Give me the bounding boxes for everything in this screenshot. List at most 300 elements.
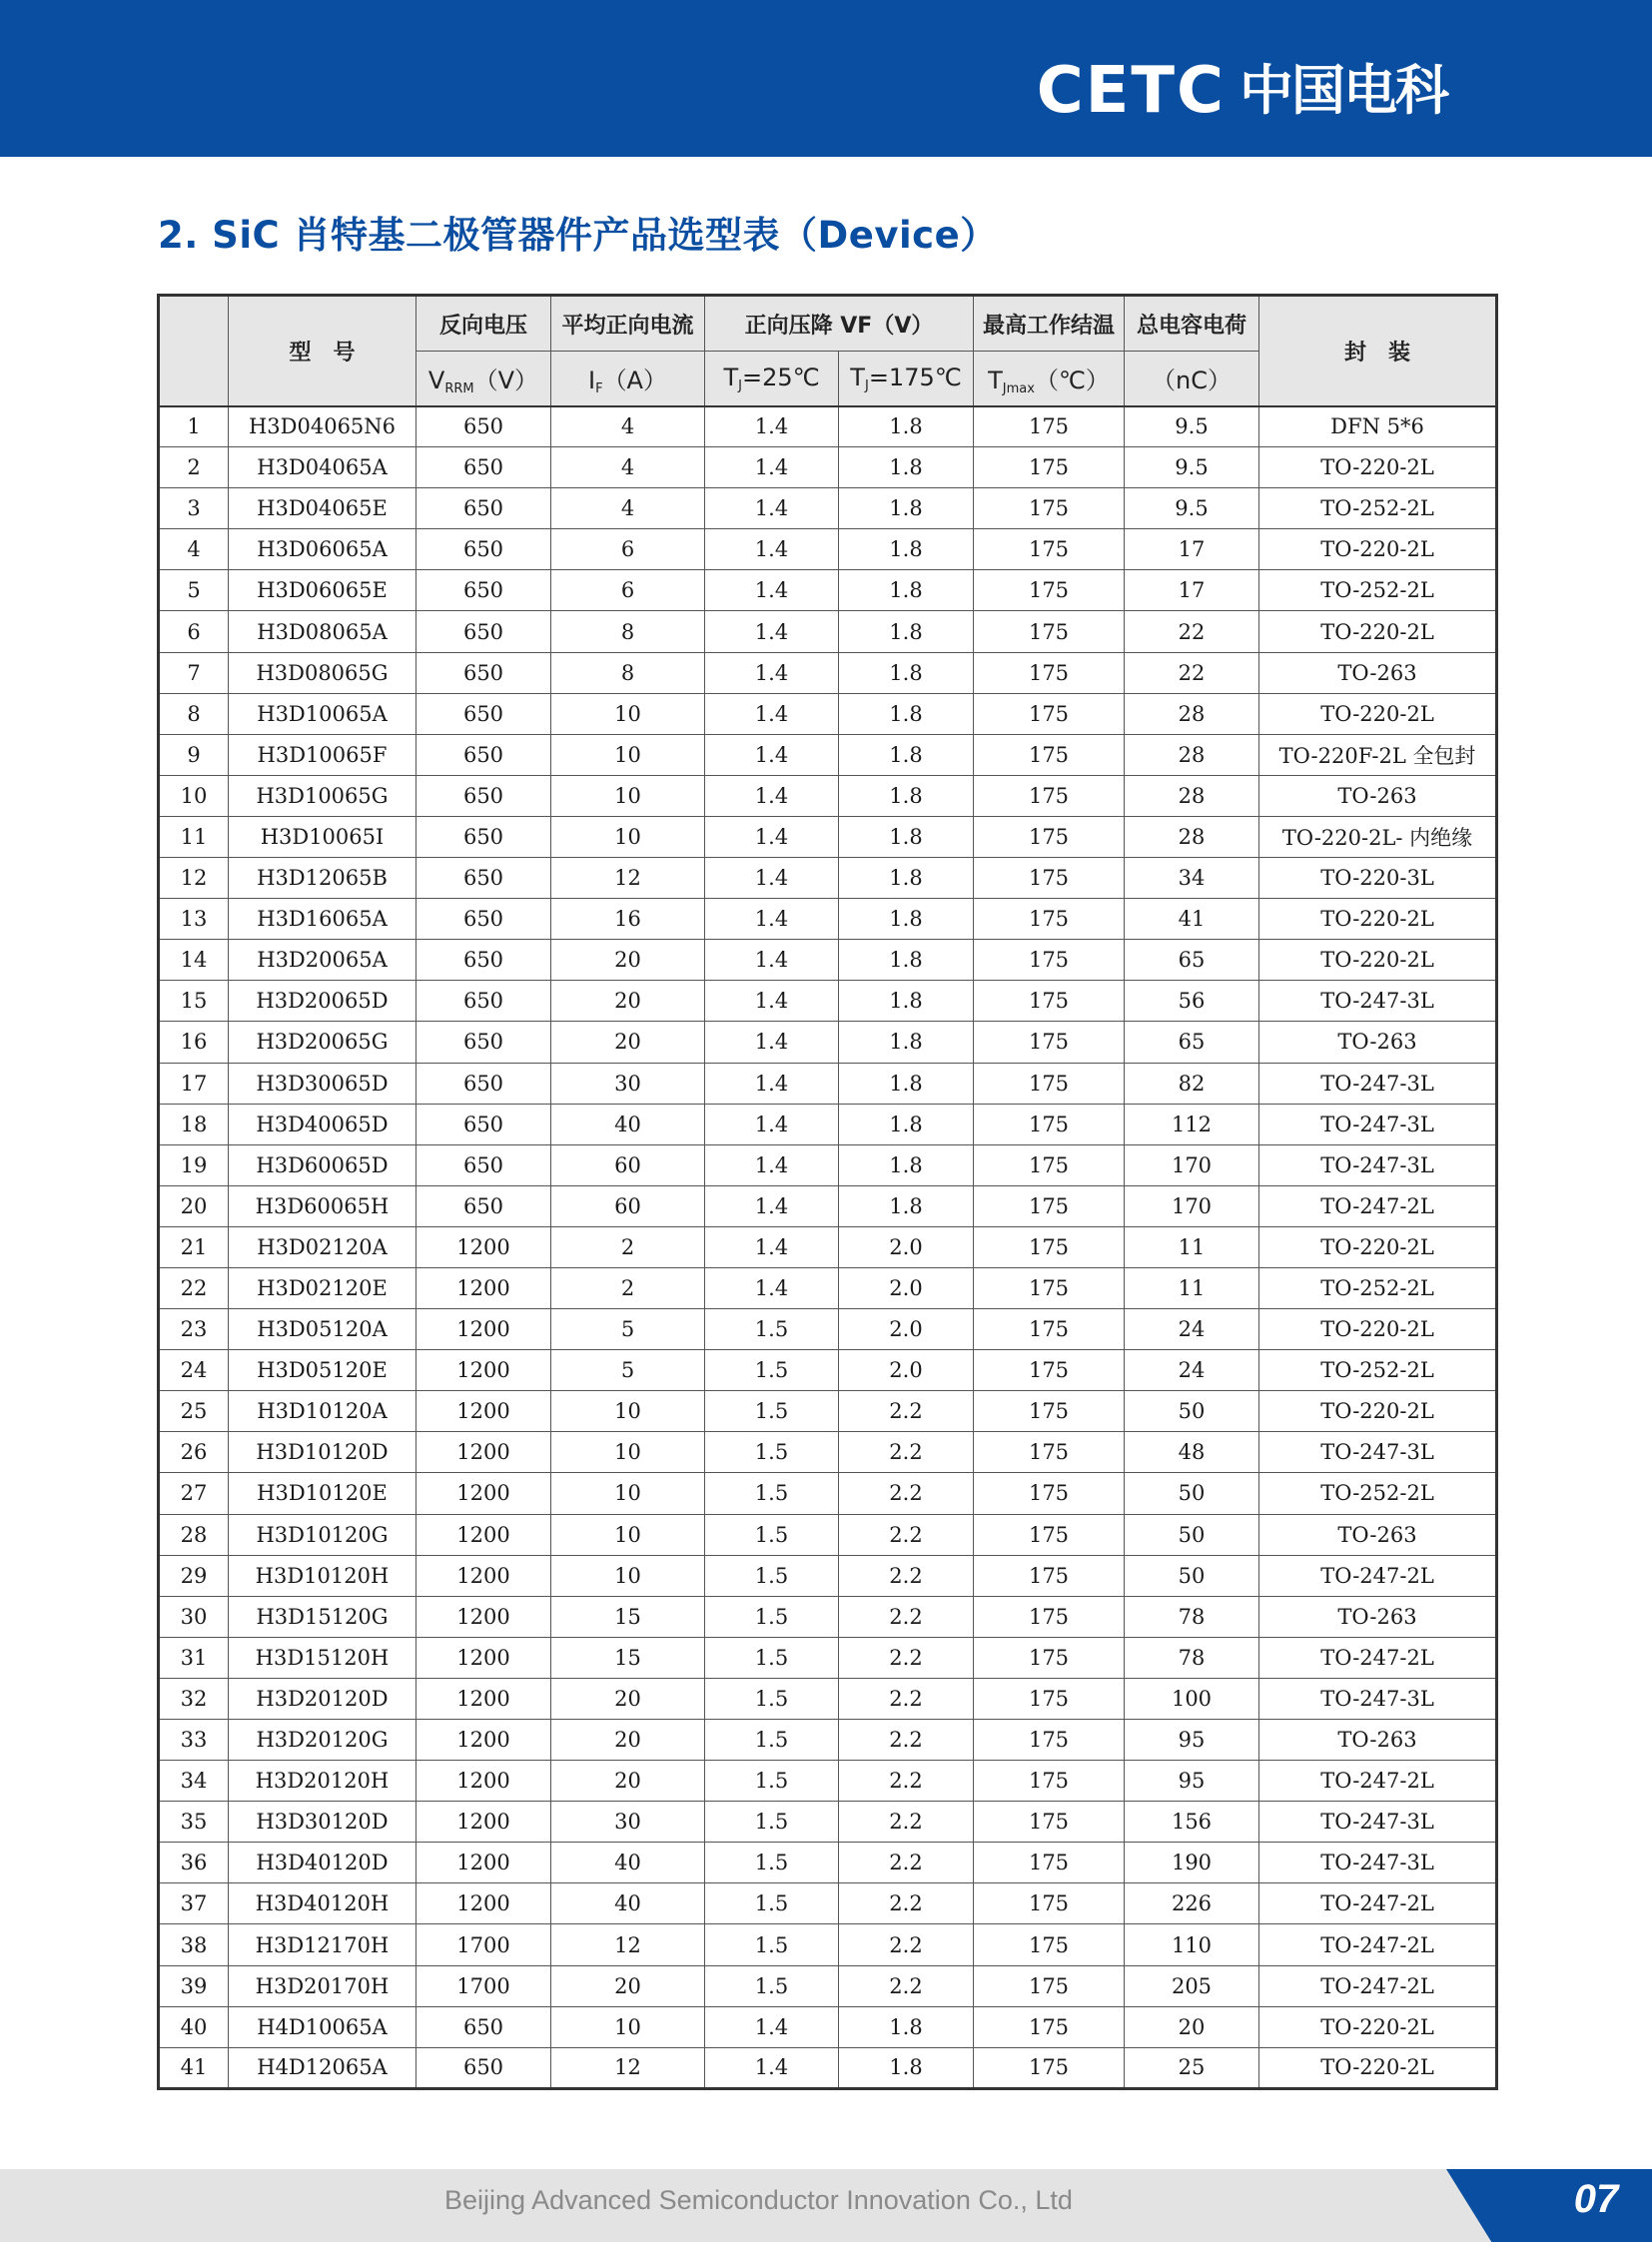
cell-vrrm: 1700 — [416, 1965, 551, 2006]
cell-package: TO-247-3L — [1259, 1802, 1497, 1843]
cell-vrrm: 650 — [416, 2006, 551, 2047]
cell-vrrm: 650 — [416, 940, 551, 981]
cell-vf-25c: 1.4 — [705, 406, 839, 447]
cell-if: 5 — [551, 1309, 705, 1350]
cell-index: 34 — [159, 1761, 229, 1802]
header-avg-forward-current: 平均正向电流 — [551, 296, 705, 352]
cell-vf-175c: 1.8 — [839, 1022, 974, 1063]
cell-index: 26 — [159, 1432, 229, 1473]
cell-index: 16 — [159, 1022, 229, 1063]
cell-model: H3D10120G — [229, 1514, 416, 1555]
cell-vrrm: 1200 — [416, 1267, 551, 1308]
table-row — [159, 1391, 1497, 1432]
logo-chinese-text: 中国电科 — [1239, 59, 1447, 122]
table-row — [159, 1965, 1497, 2006]
cell-package: TO-247-2L — [1259, 1965, 1497, 2006]
cell-package: TO-247-2L — [1259, 1637, 1497, 1678]
cell-if: 60 — [551, 1144, 705, 1185]
cell-if: 20 — [551, 1678, 705, 1719]
cell-vf-25c: 1.4 — [705, 775, 839, 816]
cell-vf-175c: 2.0 — [839, 1309, 974, 1350]
cell-package: TO-220-2L — [1259, 1391, 1497, 1432]
cell-vf-25c: 1.5 — [705, 1761, 839, 1802]
cell-model: H3D60065D — [229, 1144, 416, 1185]
table-row — [159, 1144, 1497, 1185]
cell-if: 2 — [551, 1267, 705, 1308]
cell-tjmax: 175 — [974, 1144, 1125, 1185]
cell-if: 10 — [551, 816, 705, 857]
cell-package: TO-220F-2L 全包封 — [1259, 734, 1497, 775]
subheader-tjmax: $T_{Jmax}(℃)$ — [974, 352, 1125, 406]
cell-if: 20 — [551, 1965, 705, 2006]
table-row — [159, 406, 1497, 447]
cell-model: H3D40065D — [229, 1104, 416, 1144]
cell-vrrm: 650 — [416, 570, 551, 611]
cell-qc: 170 — [1125, 1144, 1259, 1185]
cell-vrrm: 650 — [416, 652, 551, 693]
cell-if: 8 — [551, 652, 705, 693]
header-max-junction-temp: 最高工作结温 — [974, 296, 1125, 352]
cell-qc: 24 — [1125, 1309, 1259, 1350]
cell-qc: 17 — [1125, 529, 1259, 570]
cell-index: 38 — [159, 1924, 229, 1965]
cell-tjmax: 175 — [974, 1226, 1125, 1267]
cell-vrrm: 1200 — [416, 1761, 551, 1802]
cell-tjmax: 175 — [974, 406, 1125, 447]
cell-tjmax: 175 — [974, 447, 1125, 488]
cell-vrrm: 1200 — [416, 1843, 551, 1883]
table-row — [159, 1596, 1497, 1637]
cell-model: H3D15120G — [229, 1596, 416, 1637]
cell-if: 10 — [551, 1555, 705, 1596]
cell-model: H3D08065A — [229, 611, 416, 652]
cell-index: 18 — [159, 1104, 229, 1144]
cell-vrrm: 1200 — [416, 1226, 551, 1267]
table-row — [159, 858, 1497, 899]
cell-vf-175c: 2.2 — [839, 1965, 974, 2006]
cell-if: 4 — [551, 406, 705, 447]
cell-qc: 50 — [1125, 1514, 1259, 1555]
cell-vrrm: 1700 — [416, 1924, 551, 1965]
cell-vf-25c: 1.4 — [705, 1063, 839, 1104]
cell-vf-175c: 2.2 — [839, 1391, 974, 1432]
footer-company-name: Beijing Advanced Semiconductor Innovation Co., Ltd — [444, 2185, 1073, 2215]
cell-vrrm: 1200 — [416, 1596, 551, 1637]
cell-vf-175c: 1.8 — [839, 775, 974, 816]
cell-if: 30 — [551, 1802, 705, 1843]
cell-vf-25c: 1.5 — [705, 1555, 839, 1596]
cell-tjmax: 175 — [974, 1720, 1125, 1761]
cell-vf-175c: 2.2 — [839, 1555, 974, 1596]
cell-index: 12 — [159, 858, 229, 899]
cell-if: 10 — [551, 693, 705, 734]
cell-vrrm: 650 — [416, 1104, 551, 1144]
table-row — [159, 734, 1497, 775]
table-row — [159, 1226, 1497, 1267]
cell-package: DFN 5*6 — [1259, 406, 1497, 447]
cell-vf-25c: 1.5 — [705, 1391, 839, 1432]
cell-index: 21 — [159, 1226, 229, 1267]
table-body — [159, 406, 1497, 2089]
cell-vrrm: 650 — [416, 406, 551, 447]
cell-vf-25c: 1.5 — [705, 1720, 839, 1761]
cell-tjmax: 175 — [974, 1637, 1125, 1678]
cell-index: 3 — [159, 488, 229, 529]
subheader-if: $I_F(A)$ — [551, 352, 705, 406]
cell-vf-25c: 1.5 — [705, 1596, 839, 1637]
cell-model: H3D20065G — [229, 1022, 416, 1063]
cell-tjmax: 175 — [974, 570, 1125, 611]
cell-vf-25c: 1.4 — [705, 1022, 839, 1063]
cell-index: 31 — [159, 1637, 229, 1678]
cell-vf-25c: 1.4 — [705, 2006, 839, 2047]
cell-vf-175c: 2.2 — [839, 1678, 974, 1719]
cell-qc: 100 — [1125, 1678, 1259, 1719]
cell-index: 11 — [159, 816, 229, 857]
cell-index: 2 — [159, 447, 229, 488]
table-row — [159, 816, 1497, 857]
cell-index: 8 — [159, 693, 229, 734]
cell-tjmax: 175 — [974, 1761, 1125, 1802]
cell-index: 14 — [159, 940, 229, 981]
cell-if: 5 — [551, 1350, 705, 1391]
cell-vf-25c: 1.4 — [705, 1104, 839, 1144]
cell-tjmax: 175 — [974, 611, 1125, 652]
cell-package: TO-247-2L — [1259, 1185, 1497, 1226]
table-row — [159, 2047, 1497, 2088]
cell-vrrm: 1200 — [416, 1555, 551, 1596]
cell-vf-25c: 1.4 — [705, 693, 839, 734]
cell-model: H3D08065G — [229, 652, 416, 693]
table-row — [159, 1473, 1497, 1514]
cell-vf-25c: 1.5 — [705, 1678, 839, 1719]
product-selection-table — [157, 294, 1498, 2090]
cell-qc: 170 — [1125, 1185, 1259, 1226]
cell-vf-175c: 1.8 — [839, 488, 974, 529]
logo-latin-text: CETC — [1036, 54, 1226, 128]
cell-vf-175c: 1.8 — [839, 406, 974, 447]
cell-qc: 110 — [1125, 1924, 1259, 1965]
cell-model: H3D40120D — [229, 1843, 416, 1883]
cell-model: H3D20120H — [229, 1761, 416, 1802]
cell-qc: 41 — [1125, 899, 1259, 940]
cell-qc: 22 — [1125, 652, 1259, 693]
subheader-tj25: $T_J=25℃$ — [705, 352, 839, 406]
cell-package: TO-247-2L — [1259, 1761, 1497, 1802]
cell-model: H3D30120D — [229, 1802, 416, 1843]
table-row — [159, 611, 1497, 652]
header-total-capacitive-charge: 总电容电荷 — [1125, 296, 1259, 352]
cell-tjmax: 175 — [974, 1596, 1125, 1637]
table-row — [159, 1350, 1497, 1391]
cell-vf-175c: 1.8 — [839, 529, 974, 570]
cell-model: H3D10065A — [229, 693, 416, 734]
cell-vf-25c: 1.5 — [705, 1350, 839, 1391]
table-row — [159, 693, 1497, 734]
cell-index: 37 — [159, 1883, 229, 1924]
cell-package: TO-220-2L — [1259, 529, 1497, 570]
cell-model: H3D05120A — [229, 1309, 416, 1350]
cell-vrrm: 650 — [416, 529, 551, 570]
cell-if: 15 — [551, 1637, 705, 1678]
cell-qc: 82 — [1125, 1063, 1259, 1104]
cell-vf-25c: 1.5 — [705, 1924, 839, 1965]
cell-index: 4 — [159, 529, 229, 570]
cell-vf-25c: 1.4 — [705, 652, 839, 693]
header-forward-voltage-drop: 正向压降 VF（V） — [705, 296, 974, 352]
table-row — [159, 1267, 1497, 1308]
cell-model: H3D20120G — [229, 1720, 416, 1761]
product-table-container — [157, 294, 1495, 2090]
cell-vf-25c: 1.4 — [705, 816, 839, 857]
cell-tjmax: 175 — [974, 1514, 1125, 1555]
cell-vf-25c: 1.5 — [705, 1309, 839, 1350]
table-row — [159, 1720, 1497, 1761]
cell-tjmax: 175 — [974, 2006, 1125, 2047]
cell-vf-25c: 1.5 — [705, 1802, 839, 1843]
cell-vf-25c: 1.4 — [705, 981, 839, 1022]
cell-vf-175c: 1.8 — [839, 1144, 974, 1185]
cell-package: TO-252-2L — [1259, 1473, 1497, 1514]
cell-tjmax: 175 — [974, 1350, 1125, 1391]
header-bar — [0, 0, 1652, 157]
cell-qc: 95 — [1125, 1720, 1259, 1761]
cell-vrrm: 1200 — [416, 1802, 551, 1843]
cell-index: 32 — [159, 1678, 229, 1719]
cell-package: TO-247-2L — [1259, 1924, 1497, 1965]
cell-package: TO-252-2L — [1259, 488, 1497, 529]
cell-package: TO-247-2L — [1259, 1883, 1497, 1924]
cell-package: TO-263 — [1259, 775, 1497, 816]
table-row — [159, 1063, 1497, 1104]
cell-index: 29 — [159, 1555, 229, 1596]
cell-vrrm: 650 — [416, 1022, 551, 1063]
table-row — [159, 1761, 1497, 1802]
cell-vf-25c: 1.5 — [705, 1514, 839, 1555]
cell-vf-25c: 1.4 — [705, 611, 839, 652]
cell-qc: 20 — [1125, 2006, 1259, 2047]
cell-package: TO-220-2L — [1259, 447, 1497, 488]
table-row — [159, 447, 1497, 488]
cell-tjmax: 175 — [974, 488, 1125, 529]
cell-qc: 17 — [1125, 570, 1259, 611]
cell-vrrm: 650 — [416, 899, 551, 940]
cell-vrrm: 650 — [416, 1185, 551, 1226]
cell-qc: 205 — [1125, 1965, 1259, 2006]
subheader-tj175: $T_J=175℃$ — [839, 352, 974, 406]
cell-package: TO-263 — [1259, 1596, 1497, 1637]
cell-index: 5 — [159, 570, 229, 611]
table-row — [159, 652, 1497, 693]
cell-qc: 11 — [1125, 1267, 1259, 1308]
cell-index: 9 — [159, 734, 229, 775]
cell-qc: 9.5 — [1125, 447, 1259, 488]
cell-vf-25c: 1.5 — [705, 1843, 839, 1883]
cell-index: 30 — [159, 1596, 229, 1637]
cell-vf-175c: 1.8 — [839, 2047, 974, 2088]
cell-vf-175c: 1.8 — [839, 611, 974, 652]
cell-vrrm: 1200 — [416, 1473, 551, 1514]
cell-model: H3D06065E — [229, 570, 416, 611]
cell-vf-175c: 1.8 — [839, 693, 974, 734]
cell-vf-25c: 1.5 — [705, 1637, 839, 1678]
cell-qc: 28 — [1125, 816, 1259, 857]
cell-if: 20 — [551, 940, 705, 981]
cell-vrrm: 1200 — [416, 1678, 551, 1719]
cell-model: H3D05120E — [229, 1350, 416, 1391]
cell-vrrm: 650 — [416, 447, 551, 488]
cell-vf-175c: 1.8 — [839, 570, 974, 611]
cell-vf-175c: 2.2 — [839, 1924, 974, 1965]
cell-qc: 9.5 — [1125, 406, 1259, 447]
cell-if: 10 — [551, 1432, 705, 1473]
cell-if: 40 — [551, 1843, 705, 1883]
cell-package: TO-247-3L — [1259, 1432, 1497, 1473]
cell-vf-175c: 2.2 — [839, 1843, 974, 1883]
cell-index: 41 — [159, 2047, 229, 2088]
cell-vrrm: 650 — [416, 2047, 551, 2088]
cell-model: H3D10065I — [229, 816, 416, 857]
cell-qc: 65 — [1125, 1022, 1259, 1063]
header-model: 型 号 — [229, 296, 416, 406]
table-row — [159, 2006, 1497, 2047]
cell-vf-175c: 1.8 — [839, 858, 974, 899]
cell-qc: 56 — [1125, 981, 1259, 1022]
cell-index: 1 — [159, 406, 229, 447]
table-row — [159, 1802, 1497, 1843]
cell-index: 24 — [159, 1350, 229, 1391]
cell-vf-175c: 2.2 — [839, 1802, 974, 1843]
cell-index: 10 — [159, 775, 229, 816]
table-row — [159, 1637, 1497, 1678]
cell-package: TO-247-3L — [1259, 981, 1497, 1022]
cell-vf-175c: 2.0 — [839, 1226, 974, 1267]
cell-if: 10 — [551, 1473, 705, 1514]
cell-index: 25 — [159, 1391, 229, 1432]
table-row — [159, 1309, 1497, 1350]
cell-qc: 25 — [1125, 2047, 1259, 2088]
cell-model: H3D40120H — [229, 1883, 416, 1924]
cell-model: H3D10120A — [229, 1391, 416, 1432]
cell-tjmax: 175 — [974, 981, 1125, 1022]
cell-tjmax: 175 — [974, 1924, 1125, 1965]
cell-package: TO-220-2L — [1259, 940, 1497, 981]
cell-if: 4 — [551, 488, 705, 529]
cell-qc: 48 — [1125, 1432, 1259, 1473]
cell-package: TO-247-3L — [1259, 1063, 1497, 1104]
cell-if: 15 — [551, 1596, 705, 1637]
cell-tjmax: 175 — [974, 1063, 1125, 1104]
cell-vrrm: 650 — [416, 981, 551, 1022]
cell-vf-175c: 1.8 — [839, 652, 974, 693]
cell-tjmax: 175 — [974, 1267, 1125, 1308]
cell-if: 4 — [551, 447, 705, 488]
cell-index: 23 — [159, 1309, 229, 1350]
cell-package: TO-220-2L — [1259, 899, 1497, 940]
cell-model: H3D10065F — [229, 734, 416, 775]
cell-qc: 28 — [1125, 775, 1259, 816]
cell-if: 30 — [551, 1063, 705, 1104]
cell-if: 20 — [551, 1022, 705, 1063]
cell-package: TO-252-2L — [1259, 1267, 1497, 1308]
cell-if: 10 — [551, 2006, 705, 2047]
cell-qc: 28 — [1125, 734, 1259, 775]
cell-vf-175c: 2.2 — [839, 1637, 974, 1678]
cell-vrrm: 650 — [416, 1144, 551, 1185]
page-number: 07 — [1573, 2177, 1619, 2221]
cell-if: 20 — [551, 1720, 705, 1761]
cell-vrrm: 1200 — [416, 1391, 551, 1432]
cell-vrrm: 1200 — [416, 1883, 551, 1924]
cell-tjmax: 175 — [974, 1104, 1125, 1144]
cell-model: H3D02120E — [229, 1267, 416, 1308]
cell-if: 10 — [551, 1514, 705, 1555]
cell-vrrm: 650 — [416, 734, 551, 775]
table-row — [159, 1883, 1497, 1924]
cell-vf-25c: 1.4 — [705, 940, 839, 981]
cell-qc: 65 — [1125, 940, 1259, 981]
table-row — [159, 570, 1497, 611]
cell-vrrm: 1200 — [416, 1309, 551, 1350]
table-row — [159, 1924, 1497, 1965]
cell-model: H3D10120H — [229, 1555, 416, 1596]
cell-index: 15 — [159, 981, 229, 1022]
table-row — [159, 1104, 1497, 1144]
table-row — [159, 1678, 1497, 1719]
cell-if: 8 — [551, 611, 705, 652]
cell-model: H3D20170H — [229, 1965, 416, 2006]
table-row — [159, 1185, 1497, 1226]
cell-index: 22 — [159, 1267, 229, 1308]
cell-tjmax: 175 — [974, 940, 1125, 981]
cell-vf-175c: 1.8 — [839, 1063, 974, 1104]
cell-package: TO-220-2L — [1259, 611, 1497, 652]
cell-if: 60 — [551, 1185, 705, 1226]
cell-model: H3D10120E — [229, 1473, 416, 1514]
cell-vf-175c: 1.8 — [839, 899, 974, 940]
cell-model: H3D10065G — [229, 775, 416, 816]
cell-vrrm: 1200 — [416, 1637, 551, 1678]
cell-if: 20 — [551, 981, 705, 1022]
cell-tjmax: 175 — [974, 1309, 1125, 1350]
header-reverse-voltage: 反向电压 — [416, 296, 551, 352]
cell-qc: 190 — [1125, 1843, 1259, 1883]
table-row — [159, 1555, 1497, 1596]
table-row — [159, 981, 1497, 1022]
cell-tjmax: 175 — [974, 652, 1125, 693]
cell-index: 19 — [159, 1144, 229, 1185]
cell-vrrm: 650 — [416, 488, 551, 529]
cell-package: TO-263 — [1259, 1720, 1497, 1761]
cell-vf-25c: 1.4 — [705, 570, 839, 611]
cell-qc: 34 — [1125, 858, 1259, 899]
cell-vrrm: 1200 — [416, 1432, 551, 1473]
table-row — [159, 899, 1497, 940]
cell-qc: 112 — [1125, 1104, 1259, 1144]
cell-qc: 50 — [1125, 1473, 1259, 1514]
cell-if: 10 — [551, 1391, 705, 1432]
cell-vf-175c: 1.8 — [839, 2006, 974, 2047]
cell-model: H3D02120A — [229, 1226, 416, 1267]
cell-vf-25c: 1.4 — [705, 1185, 839, 1226]
cell-if: 6 — [551, 529, 705, 570]
cell-qc: 24 — [1125, 1350, 1259, 1391]
cell-tjmax: 175 — [974, 1555, 1125, 1596]
cell-package: TO-247-3L — [1259, 1678, 1497, 1719]
cell-vrrm: 1200 — [416, 1514, 551, 1555]
cell-tjmax: 175 — [974, 858, 1125, 899]
subheader-qc: （nC） — [1125, 352, 1259, 406]
